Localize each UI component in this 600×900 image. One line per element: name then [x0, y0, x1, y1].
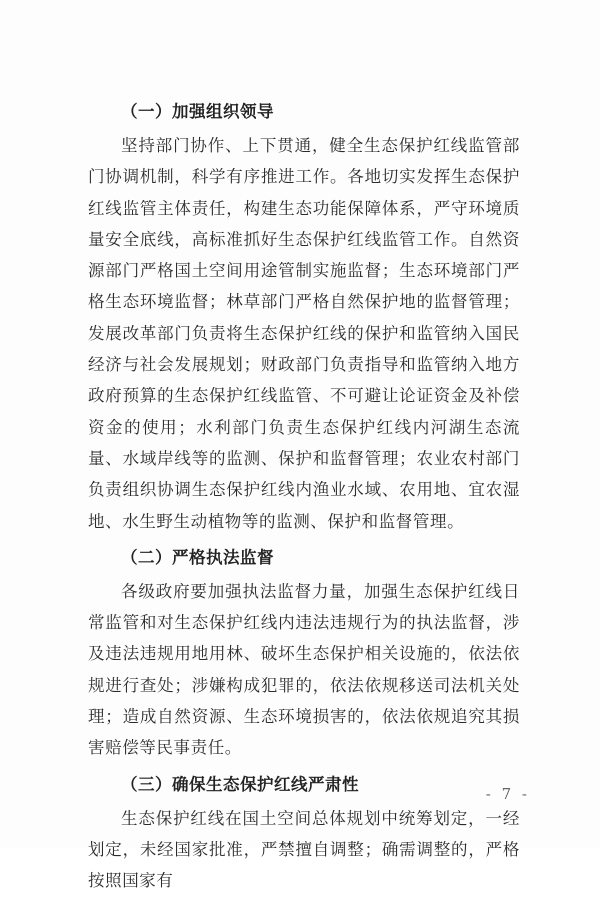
section-heading-2: （二）严格执法监督: [121, 547, 274, 567]
section-body-1: 坚持部门协作、上下贯通，健全生态保护红线监管部门协调机制，科学有序推进工作。各地切实发挥生态保护红线监管主体责任，构建生态功能保障体系，严守环境质量安全底线，高标准抓好生态保护红线监管工作。自然资源部门严格国土空间用途管制实施监督；生态环境部门严格生态环境监督；林草部门严格自然保护地的监督管理；发展改革部门负责将生态保护红线的保护和监管纳入国民经济与社会发展规划；财政部门负责指导和监管纳入地方政府预算的生态保护红线监管、不可避让论证资金及补偿资金的使用；水利部门负责生态保护红线内河湖生态流量、水域岸线等的监测、保护和监督管理；农业农村部门负责组织协调生态保护红线内渔业水域、农用地、宜农湿地、水生野生动植物等的监测、保护和监督管理。: [88, 136, 520, 531]
page-number: - 7 -: [485, 785, 530, 803]
document-body: [88, 94, 520, 900]
section-body-3: 生态保护红线在国土空间总体规划中统筹划定，一经划定，未经国家批准，严禁擅自调整；确需调整的，严格按照国家有: [88, 808, 520, 891]
section-heading-1: （一）加强组织领导: [121, 102, 274, 121]
section-heading-3: （三）确保生态保护红线严肃性: [121, 774, 359, 794]
section-body-2: 各级政府要加强执法监督力量，加强生态保护红线日常监管和对生态保护红线内违法违规行为的执法监督，涉及违法违规用地用林、破坏生态保护相关设施的，依法依规进行查处；涉嫌构成犯罪的，依法依规移送司法机关处理；造成自然资源、生态环境损害的，依法依规追究其损害赔偿等民事责任。: [88, 581, 520, 758]
